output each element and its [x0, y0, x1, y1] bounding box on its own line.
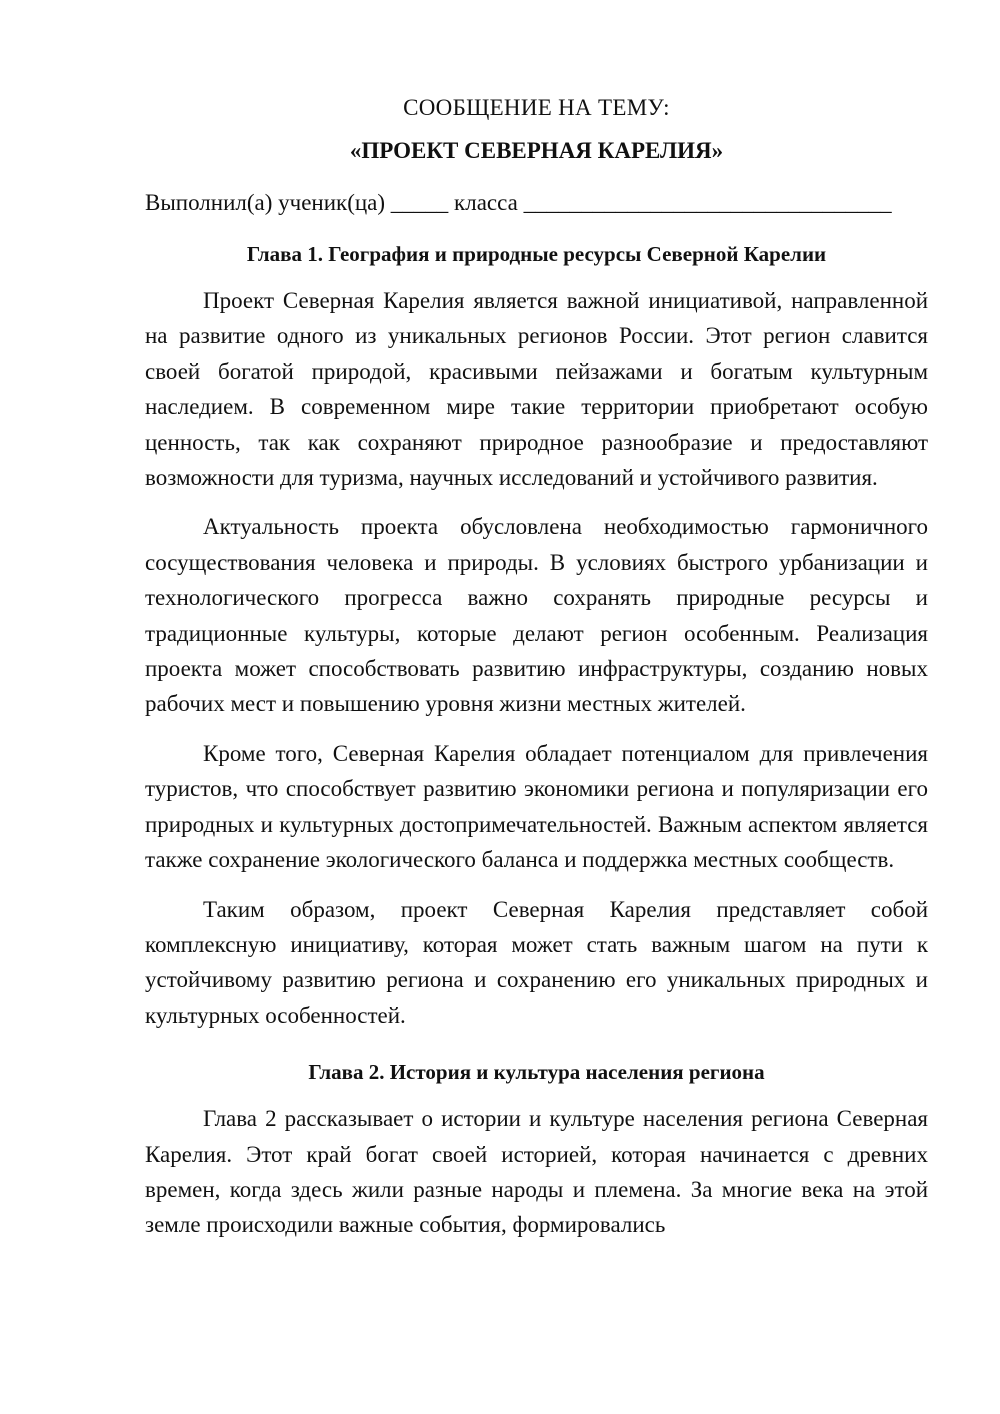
author-line: Выполнил(а) ученик(ца) _____ класса ________________________________	[145, 190, 892, 215]
chapter1-paragraph-2: Актуальность проекта обусловлена необходимостью гармоничного сосуществования человека и природы. В условиях быстрого урбанизации и технологического прогресса важно сохранять природные ресурсы и традиционные культуры, которые делают регион особенным. Реализация проекта может способствовать развитию инфраструктуры, созданию новых рабочих мест и повышению уровня жизни местных жителей.	[145, 514, 928, 717]
chapter1-paragraph-4: Таким образом, проект Северная Карелия представляет собой комплексную инициативу, которая может стать важным шагом на пути к устойчивому развитию региона и сохранению его уникальных природных и культурных особенностей.	[145, 896, 928, 1028]
document-page	[145, 92, 928, 1243]
document-title-line2: «ПРОЕКТ СЕВЕРНАЯ КАРЕЛИЯ»	[349, 138, 724, 163]
chapter1-heading: Глава 1. География и природные ресурсы Северной Карелии	[246, 242, 827, 266]
chapter1-paragraph-3: Кроме того, Северная Карелия обладает потенциалом для привлечения туристов, что способствует развитию экономики региона и популяризации его природных и культурных достопримечательностей. Важным аспектом является также сохранение экологического баланса и поддержка местных сообществ.	[145, 740, 928, 873]
chapter2-paragraph-1: Глава 2 рассказывает о истории и культуре населения региона Северная Карелия. Этот край богат своей историей, которая начинается с древних времен, когда здесь жили разные народы и племена. За многие века на этой земле происходили важные события, формировались	[145, 1106, 928, 1238]
chapter1-paragraph-1: Проект Северная Карелия является важной инициативой, направленной на развитие одного из уникальных регионов России. Этот регион славится своей богатой природой, красивыми пейзажами и богатым культурным наследием. В современном мире такие территории приобретают особую ценность, так как сохраняют природное разнообразие и предоставляют возможности для туризма, научных исследований и устойчивого развития.	[145, 288, 928, 491]
document-title-line1: СООБЩЕНИЕ НА ТЕМУ:	[403, 95, 670, 120]
chapter2-heading: Глава 2. История и культура населения региона	[308, 1060, 765, 1085]
